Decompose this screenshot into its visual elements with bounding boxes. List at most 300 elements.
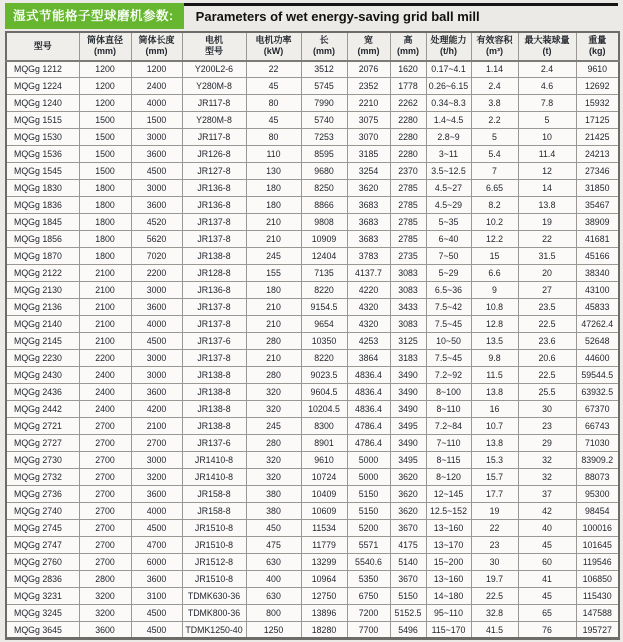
cell-model: MQGg 2130 bbox=[6, 282, 79, 299]
cell-cylinder-diameter: 2100 bbox=[79, 333, 131, 350]
cell-model: MQGg 2740 bbox=[6, 503, 79, 520]
cell-length: 13299 bbox=[301, 554, 347, 571]
cell-cylinder-diameter: 2700 bbox=[79, 452, 131, 469]
cell-model: MQGg 2730 bbox=[6, 452, 79, 469]
cell-capacity: 13~170 bbox=[426, 537, 471, 554]
cell-weight: 17125 bbox=[576, 112, 619, 129]
title-rule bbox=[184, 3, 618, 29]
cell-effective-volume: 7 bbox=[471, 163, 518, 180]
cell-max-ball-load: 40 bbox=[518, 520, 576, 537]
cell-effective-volume: 6.65 bbox=[471, 180, 518, 197]
cell-width: 3075 bbox=[347, 112, 390, 129]
cell-height: 2785 bbox=[390, 197, 426, 214]
chinese-title-badge: 湿式节能格子型球磨机参数: bbox=[5, 3, 184, 29]
cell-effective-volume: 2.4 bbox=[471, 78, 518, 95]
cell-motor-model: JR138-8 bbox=[182, 367, 246, 384]
cell-cylinder-diameter: 1800 bbox=[79, 197, 131, 214]
cell-weight: 47262.4 bbox=[576, 316, 619, 333]
cell-motor-model: JR137-8 bbox=[182, 350, 246, 367]
cell-model: MQGg 2732 bbox=[6, 469, 79, 486]
cell-cylinder-diameter: 2700 bbox=[79, 469, 131, 486]
cell-width: 2076 bbox=[347, 61, 390, 78]
cell-effective-volume: 23 bbox=[471, 537, 518, 554]
cell-motor-model: JR137-8 bbox=[182, 231, 246, 248]
cell-effective-volume: 3.8 bbox=[471, 95, 518, 112]
cell-width: 4836.4 bbox=[347, 384, 390, 401]
cell-width: 3683 bbox=[347, 197, 390, 214]
table-row bbox=[6, 588, 619, 605]
cell-motor-model: JR137-6 bbox=[182, 435, 246, 452]
cell-motor-power: 320 bbox=[246, 452, 301, 469]
cell-motor-power: 475 bbox=[246, 537, 301, 554]
cell-model: MQGg 1240 bbox=[6, 95, 79, 112]
table-row bbox=[6, 316, 619, 333]
cell-effective-volume: 8.2 bbox=[471, 197, 518, 214]
cell-capacity: 0.26~6.15 bbox=[426, 78, 471, 95]
cell-height: 2785 bbox=[390, 231, 426, 248]
cell-max-ball-load: 13.8 bbox=[518, 197, 576, 214]
cell-cylinder-length: 3200 bbox=[131, 469, 182, 486]
cell-cylinder-length: 1200 bbox=[131, 61, 182, 78]
cell-capacity: 13~160 bbox=[426, 571, 471, 588]
cell-width: 4320 bbox=[347, 316, 390, 333]
cell-length: 12404 bbox=[301, 248, 347, 265]
cell-capacity: 14~180 bbox=[426, 588, 471, 605]
cell-motor-power: 630 bbox=[246, 588, 301, 605]
cell-motor-model: JR158-8 bbox=[182, 486, 246, 503]
cell-motor-power: 210 bbox=[246, 214, 301, 231]
cell-cylinder-length: 4500 bbox=[131, 622, 182, 639]
cell-motor-model: JR138-8 bbox=[182, 401, 246, 418]
cell-width: 6750 bbox=[347, 588, 390, 605]
cell-capacity: 0.17~4.1 bbox=[426, 61, 471, 78]
cell-max-ball-load: 45 bbox=[518, 588, 576, 605]
cell-effective-volume: 17.7 bbox=[471, 486, 518, 503]
table-row bbox=[6, 418, 619, 435]
cell-capacity: 7.5~42 bbox=[426, 299, 471, 316]
cell-capacity: 10~50 bbox=[426, 333, 471, 350]
cell-length: 9154.5 bbox=[301, 299, 347, 316]
cell-length: 11534 bbox=[301, 520, 347, 537]
cell-motor-power: 210 bbox=[246, 231, 301, 248]
cell-motor-model: Y280M-8 bbox=[182, 78, 246, 95]
cell-motor-model: TDMK1250-40 bbox=[182, 622, 246, 639]
cell-weight: 98454 bbox=[576, 503, 619, 520]
cell-capacity: 3~11 bbox=[426, 146, 471, 163]
cell-effective-volume: 15.3 bbox=[471, 452, 518, 469]
cell-cylinder-diameter: 1200 bbox=[79, 61, 131, 78]
cell-motor-power: 380 bbox=[246, 503, 301, 520]
table-row bbox=[6, 282, 619, 299]
cell-model: MQGg 1870 bbox=[6, 248, 79, 265]
cell-length: 18280 bbox=[301, 622, 347, 639]
header-row bbox=[6, 32, 619, 61]
cell-weight: 12692 bbox=[576, 78, 619, 95]
cell-weight: 147588 bbox=[576, 605, 619, 622]
table-row bbox=[6, 197, 619, 214]
cell-motor-model: JR138-8 bbox=[182, 384, 246, 401]
cell-cylinder-diameter: 2700 bbox=[79, 537, 131, 554]
cell-cylinder-length: 2400 bbox=[131, 78, 182, 95]
cell-model: MQGg 2436 bbox=[6, 384, 79, 401]
cell-model: MQGg 1856 bbox=[6, 231, 79, 248]
cell-width: 3683 bbox=[347, 231, 390, 248]
cell-motor-model: JR137-8 bbox=[182, 214, 246, 231]
cell-cylinder-length: 6000 bbox=[131, 554, 182, 571]
cell-motor-power: 22 bbox=[246, 61, 301, 78]
cell-height: 4175 bbox=[390, 537, 426, 554]
cell-height: 3670 bbox=[390, 571, 426, 588]
cell-max-ball-load: 23 bbox=[518, 418, 576, 435]
cell-motor-model: JR136-8 bbox=[182, 282, 246, 299]
cell-capacity: 6.5~36 bbox=[426, 282, 471, 299]
cell-max-ball-load: 25.5 bbox=[518, 384, 576, 401]
cell-length: 8866 bbox=[301, 197, 347, 214]
cell-weight: 106850 bbox=[576, 571, 619, 588]
cell-max-ball-load: 41 bbox=[518, 571, 576, 588]
cell-model: MQGg 2430 bbox=[6, 367, 79, 384]
ball-mill-parameters-table bbox=[5, 31, 620, 640]
cell-max-ball-load: 7.8 bbox=[518, 95, 576, 112]
cell-motor-model: JR136-8 bbox=[182, 180, 246, 197]
cell-height: 3125 bbox=[390, 333, 426, 350]
cell-effective-volume: 16 bbox=[471, 401, 518, 418]
cell-weight: 35467 bbox=[576, 197, 619, 214]
cell-effective-volume: 9.8 bbox=[471, 350, 518, 367]
cell-capacity: 8~110 bbox=[426, 401, 471, 418]
cell-model: MQGg 1212 bbox=[6, 61, 79, 78]
cell-capacity: 5~29 bbox=[426, 265, 471, 282]
cell-length: 8300 bbox=[301, 418, 347, 435]
cell-height: 3620 bbox=[390, 503, 426, 520]
cell-effective-volume: 5.4 bbox=[471, 146, 518, 163]
cell-max-ball-load: 30 bbox=[518, 401, 576, 418]
cell-effective-volume: 19 bbox=[471, 503, 518, 520]
cell-motor-power: 450 bbox=[246, 520, 301, 537]
cell-width: 2352 bbox=[347, 78, 390, 95]
cell-height: 2370 bbox=[390, 163, 426, 180]
cell-cylinder-diameter: 2700 bbox=[79, 418, 131, 435]
cell-length: 9808 bbox=[301, 214, 347, 231]
cell-cylinder-diameter: 2700 bbox=[79, 554, 131, 571]
cell-motor-model: JR138-8 bbox=[182, 248, 246, 265]
cell-motor-model: JR137-6 bbox=[182, 333, 246, 350]
cell-cylinder-diameter: 2400 bbox=[79, 367, 131, 384]
cell-motor-power: 180 bbox=[246, 197, 301, 214]
cell-cylinder-diameter: 1500 bbox=[79, 112, 131, 129]
cell-motor-power: 180 bbox=[246, 282, 301, 299]
cell-height: 2280 bbox=[390, 112, 426, 129]
table-body bbox=[6, 61, 619, 639]
cell-length: 8220 bbox=[301, 350, 347, 367]
cell-model: MQGg 1536 bbox=[6, 146, 79, 163]
cell-height: 3083 bbox=[390, 316, 426, 333]
cell-capacity: 5~35 bbox=[426, 214, 471, 231]
cell-cylinder-length: 3000 bbox=[131, 129, 182, 146]
cell-capacity: 12.5~152 bbox=[426, 503, 471, 520]
cell-height: 2262 bbox=[390, 95, 426, 112]
cell-weight: 9610 bbox=[576, 61, 619, 78]
cell-motor-power: 630 bbox=[246, 554, 301, 571]
cell-height: 3490 bbox=[390, 384, 426, 401]
cell-model: MQGg 2745 bbox=[6, 520, 79, 537]
cell-height: 3490 bbox=[390, 435, 426, 452]
cell-capacity: 8~115 bbox=[426, 452, 471, 469]
column-header-motor-power: 电机功率 (kW) bbox=[246, 32, 301, 61]
cell-model: MQGg 2727 bbox=[6, 435, 79, 452]
cell-motor-model: JR117-8 bbox=[182, 95, 246, 112]
cell-motor-power: 245 bbox=[246, 248, 301, 265]
cell-effective-volume: 10.2 bbox=[471, 214, 518, 231]
cell-height: 3183 bbox=[390, 350, 426, 367]
cell-capacity: 7~110 bbox=[426, 435, 471, 452]
cell-cylinder-length: 7020 bbox=[131, 248, 182, 265]
cell-motor-power: 245 bbox=[246, 418, 301, 435]
cell-motor-model: JR126-8 bbox=[182, 146, 246, 163]
table-row bbox=[6, 520, 619, 537]
cell-cylinder-diameter: 1800 bbox=[79, 231, 131, 248]
cell-width: 3864 bbox=[347, 350, 390, 367]
cell-cylinder-length: 2100 bbox=[131, 418, 182, 435]
cell-weight: 115430 bbox=[576, 588, 619, 605]
cell-capacity: 13~160 bbox=[426, 520, 471, 537]
cell-motor-power: 110 bbox=[246, 146, 301, 163]
cell-height: 5152.5 bbox=[390, 605, 426, 622]
cell-capacity: 95~110 bbox=[426, 605, 471, 622]
cell-model: MQGg 1545 bbox=[6, 163, 79, 180]
column-header-width: 宽 (mm) bbox=[347, 32, 390, 61]
cell-motor-power: 380 bbox=[246, 486, 301, 503]
cell-width: 4786.4 bbox=[347, 418, 390, 435]
cell-length: 10350 bbox=[301, 333, 347, 350]
cell-length: 10409 bbox=[301, 486, 347, 503]
cell-height: 3670 bbox=[390, 520, 426, 537]
cell-cylinder-length: 3000 bbox=[131, 367, 182, 384]
cell-max-ball-load: 29 bbox=[518, 435, 576, 452]
cell-cylinder-diameter: 3200 bbox=[79, 605, 131, 622]
cell-cylinder-length: 3600 bbox=[131, 146, 182, 163]
cell-cylinder-diameter: 1200 bbox=[79, 95, 131, 112]
cell-cylinder-length: 3600 bbox=[131, 384, 182, 401]
table-row bbox=[6, 384, 619, 401]
cell-cylinder-diameter: 2700 bbox=[79, 435, 131, 452]
cell-weight: 21425 bbox=[576, 129, 619, 146]
cell-model: MQGg 3645 bbox=[6, 622, 79, 639]
cell-weight: 119546 bbox=[576, 554, 619, 571]
cell-width: 3683 bbox=[347, 214, 390, 231]
cell-width: 3254 bbox=[347, 163, 390, 180]
cell-length: 9680 bbox=[301, 163, 347, 180]
cell-motor-model: JR137-8 bbox=[182, 316, 246, 333]
cell-model: MQGg 2136 bbox=[6, 299, 79, 316]
cell-capacity: 7.2~92 bbox=[426, 367, 471, 384]
cell-motor-power: 45 bbox=[246, 78, 301, 95]
cell-height: 1778 bbox=[390, 78, 426, 95]
cell-cylinder-diameter: 2800 bbox=[79, 571, 131, 588]
cell-model: MQGg 2747 bbox=[6, 537, 79, 554]
cell-length: 13896 bbox=[301, 605, 347, 622]
cell-capacity: 7.5~45 bbox=[426, 316, 471, 333]
cell-width: 3185 bbox=[347, 146, 390, 163]
cell-cylinder-diameter: 2400 bbox=[79, 384, 131, 401]
cell-effective-volume: 13.8 bbox=[471, 435, 518, 452]
cell-weight: 88073 bbox=[576, 469, 619, 486]
cell-capacity: 12~145 bbox=[426, 486, 471, 503]
cell-cylinder-diameter: 2700 bbox=[79, 486, 131, 503]
table-row bbox=[6, 571, 619, 588]
cell-capacity: 1.4~4.5 bbox=[426, 112, 471, 129]
cell-capacity: 3.5~12.5 bbox=[426, 163, 471, 180]
cell-cylinder-length: 4500 bbox=[131, 333, 182, 350]
cell-max-ball-load: 27 bbox=[518, 282, 576, 299]
table-row bbox=[6, 180, 619, 197]
cell-length: 10724 bbox=[301, 469, 347, 486]
cell-max-ball-load: 19 bbox=[518, 214, 576, 231]
cell-capacity: 8~100 bbox=[426, 384, 471, 401]
cell-weight: 63932.5 bbox=[576, 384, 619, 401]
cell-height: 2735 bbox=[390, 248, 426, 265]
cell-effective-volume: 9 bbox=[471, 282, 518, 299]
cell-motor-power: 80 bbox=[246, 95, 301, 112]
cell-width: 3620 bbox=[347, 180, 390, 197]
cell-capacity: 7.2~84 bbox=[426, 418, 471, 435]
column-header-max-ball-load: 最大装球量 (t) bbox=[518, 32, 576, 61]
table-row bbox=[6, 435, 619, 452]
cell-max-ball-load: 22.5 bbox=[518, 316, 576, 333]
cell-width: 3783 bbox=[347, 248, 390, 265]
cell-effective-volume: 5 bbox=[471, 129, 518, 146]
cell-cylinder-length: 1500 bbox=[131, 112, 182, 129]
cell-cylinder-diameter: 1500 bbox=[79, 146, 131, 163]
cell-cylinder-diameter: 1800 bbox=[79, 214, 131, 231]
cell-cylinder-diameter: 2700 bbox=[79, 520, 131, 537]
cell-effective-volume: 10.8 bbox=[471, 299, 518, 316]
cell-width: 4253 bbox=[347, 333, 390, 350]
cell-cylinder-diameter: 3600 bbox=[79, 622, 131, 639]
table-row bbox=[6, 605, 619, 622]
cell-max-ball-load: 20.6 bbox=[518, 350, 576, 367]
cell-width: 4137.7 bbox=[347, 265, 390, 282]
cell-model: MQGg 1845 bbox=[6, 214, 79, 231]
cell-cylinder-length: 5620 bbox=[131, 231, 182, 248]
cell-cylinder-diameter: 1800 bbox=[79, 248, 131, 265]
column-header-effective-volume: 有效容积 (m³) bbox=[471, 32, 518, 61]
cell-width: 4836.4 bbox=[347, 401, 390, 418]
cell-motor-model: JR138-8 bbox=[182, 418, 246, 435]
cell-motor-power: 45 bbox=[246, 112, 301, 129]
table-row bbox=[6, 61, 619, 78]
cell-cylinder-length: 3100 bbox=[131, 588, 182, 605]
column-header-motor-model: 电机 型号 bbox=[182, 32, 246, 61]
cell-motor-power: 210 bbox=[246, 350, 301, 367]
cell-model: MQGg 1530 bbox=[6, 129, 79, 146]
cell-capacity: 0.34~8.3 bbox=[426, 95, 471, 112]
cell-max-ball-load: 76 bbox=[518, 622, 576, 639]
cell-weight: 59544.5 bbox=[576, 367, 619, 384]
cell-length: 9610 bbox=[301, 452, 347, 469]
title-bar bbox=[5, 3, 618, 29]
cell-cylinder-length: 2700 bbox=[131, 435, 182, 452]
cell-motor-power: 130 bbox=[246, 163, 301, 180]
cell-cylinder-length: 3000 bbox=[131, 180, 182, 197]
cell-length: 12750 bbox=[301, 588, 347, 605]
table-row bbox=[6, 112, 619, 129]
cell-effective-volume: 10.7 bbox=[471, 418, 518, 435]
cell-effective-volume: 6.6 bbox=[471, 265, 518, 282]
cell-motor-model: JR1410-8 bbox=[182, 469, 246, 486]
table-row bbox=[6, 554, 619, 571]
table-row bbox=[6, 486, 619, 503]
cell-effective-volume: 32.8 bbox=[471, 605, 518, 622]
cell-motor-model: TDMK800-36 bbox=[182, 605, 246, 622]
table-row bbox=[6, 503, 619, 520]
cell-model: MQGg 1515 bbox=[6, 112, 79, 129]
cell-cylinder-length: 4520 bbox=[131, 214, 182, 231]
cell-height: 3490 bbox=[390, 367, 426, 384]
table-row bbox=[6, 95, 619, 112]
cell-weight: 38340 bbox=[576, 265, 619, 282]
cell-cylinder-length: 2200 bbox=[131, 265, 182, 282]
cell-weight: 83909.2 bbox=[576, 452, 619, 469]
cell-cylinder-diameter: 2100 bbox=[79, 265, 131, 282]
table-row bbox=[6, 129, 619, 146]
cell-height: 2280 bbox=[390, 129, 426, 146]
cell-model: MQGg 2442 bbox=[6, 401, 79, 418]
column-header-capacity: 处理能力 (t/h) bbox=[426, 32, 471, 61]
cell-width: 4786.4 bbox=[347, 435, 390, 452]
table-row bbox=[6, 333, 619, 350]
cell-cylinder-diameter: 2700 bbox=[79, 503, 131, 520]
cell-length: 8901 bbox=[301, 435, 347, 452]
cell-weight: 45166 bbox=[576, 248, 619, 265]
cell-motor-power: 280 bbox=[246, 435, 301, 452]
cell-width: 4220 bbox=[347, 282, 390, 299]
cell-height: 3495 bbox=[390, 452, 426, 469]
cell-effective-volume: 12.8 bbox=[471, 316, 518, 333]
cell-max-ball-load: 31.5 bbox=[518, 248, 576, 265]
cell-max-ball-load: 32 bbox=[518, 452, 576, 469]
cell-cylinder-length: 4000 bbox=[131, 95, 182, 112]
cell-cylinder-length: 3000 bbox=[131, 452, 182, 469]
cell-cylinder-diameter: 2200 bbox=[79, 350, 131, 367]
cell-motor-power: 320 bbox=[246, 401, 301, 418]
cell-weight: 31850 bbox=[576, 180, 619, 197]
cell-max-ball-load: 10 bbox=[518, 129, 576, 146]
cell-length: 8595 bbox=[301, 146, 347, 163]
cell-motor-power: 210 bbox=[246, 316, 301, 333]
cell-motor-power: 1250 bbox=[246, 622, 301, 639]
cell-width: 5200 bbox=[347, 520, 390, 537]
cell-length: 9023.5 bbox=[301, 367, 347, 384]
cell-width: 4836.4 bbox=[347, 367, 390, 384]
cell-cylinder-diameter: 3200 bbox=[79, 588, 131, 605]
cell-cylinder-length: 4500 bbox=[131, 605, 182, 622]
cell-width: 5150 bbox=[347, 486, 390, 503]
cell-capacity: 7.5~45 bbox=[426, 350, 471, 367]
cell-motor-power: 320 bbox=[246, 384, 301, 401]
cell-length: 10609 bbox=[301, 503, 347, 520]
cell-length: 5740 bbox=[301, 112, 347, 129]
cell-length: 8250 bbox=[301, 180, 347, 197]
cell-motor-model: JR1510-8 bbox=[182, 537, 246, 554]
table-row bbox=[6, 265, 619, 282]
cell-effective-volume: 2.2 bbox=[471, 112, 518, 129]
cell-model: MQGg 1836 bbox=[6, 197, 79, 214]
cell-model: MQGg 3231 bbox=[6, 588, 79, 605]
cell-width: 5540.6 bbox=[347, 554, 390, 571]
cell-cylinder-length: 4000 bbox=[131, 503, 182, 520]
cell-max-ball-load: 22.5 bbox=[518, 367, 576, 384]
